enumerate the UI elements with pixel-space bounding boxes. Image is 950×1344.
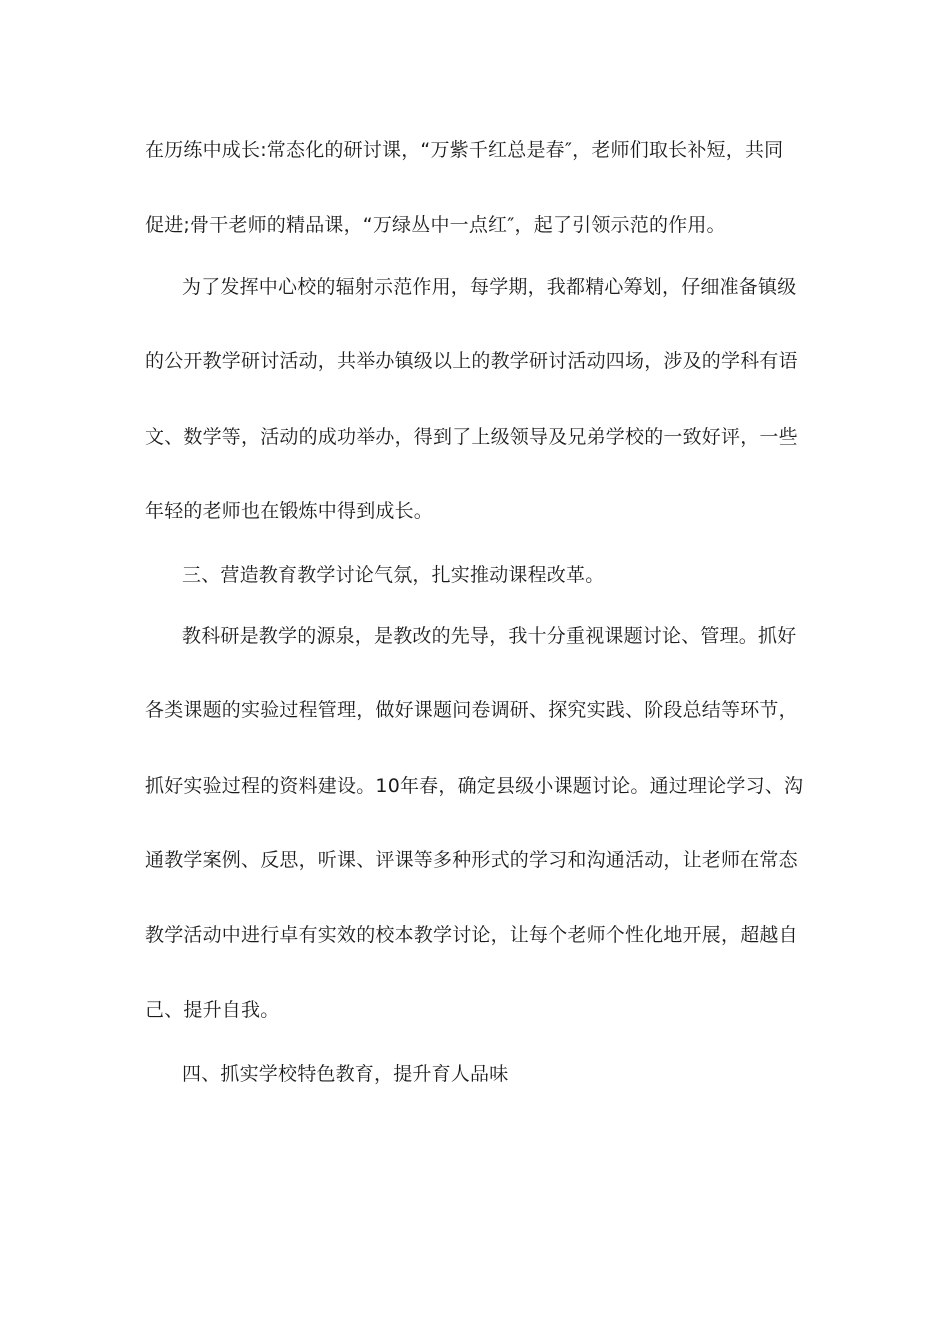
text-line-10: 抓好实验过程的资料建设。10年春，确定县级小课题讨论。通过理论学习、沟 <box>145 775 804 797</box>
section-heading-3: 三、营造教育教学讨论气氛，扎实推动课程改革。 <box>182 564 605 586</box>
text-line-6: 年轻的老师也在锻炼中得到成长。 <box>145 500 434 522</box>
text-line-12: 教学活动中进行卓有实效的校本教学讨论，让每个老师个性化地开展，超越自 <box>145 924 798 946</box>
text-line-3: 为了发挥中心校的辐射示范作用，每学期，我都精心筹划，仔细准备镇级 <box>182 276 797 298</box>
text-line-1: 在历练中成长:常态化的研讨课，“万紫千红总是春″，老师们取长补短，共同 <box>145 139 784 161</box>
text-line-2: 促进;骨干老师的精品课，“万绿丛中一点红″，起了引领示范的作用。 <box>145 214 726 236</box>
text-line-4: 的公开教学研讨活动，共举办镇级以上的教学研讨活动四场，涉及的学科有语 <box>145 350 798 372</box>
text-line-13: 己、提升自我。 <box>145 999 280 1021</box>
text-line-8: 教科研是教学的源泉，是教改的先导，我十分重视课题讨论、管理。抓好 <box>182 625 797 647</box>
text-line-9: 各类课题的实验过程管理，做好课题问卷调研、探究实践、阶段总结等环节， <box>145 699 798 721</box>
text-line-11: 通教学案例、反思，听课、评课等多种形式的学习和沟通活动，让老师在常态 <box>145 849 798 871</box>
section-heading-4: 四、抓实学校特色教育，提升育人品味 <box>182 1063 509 1085</box>
text-line-5: 文、数学等，活动的成功举办，得到了上级领导及兄弟学校的一致好评，一些 <box>145 426 798 448</box>
